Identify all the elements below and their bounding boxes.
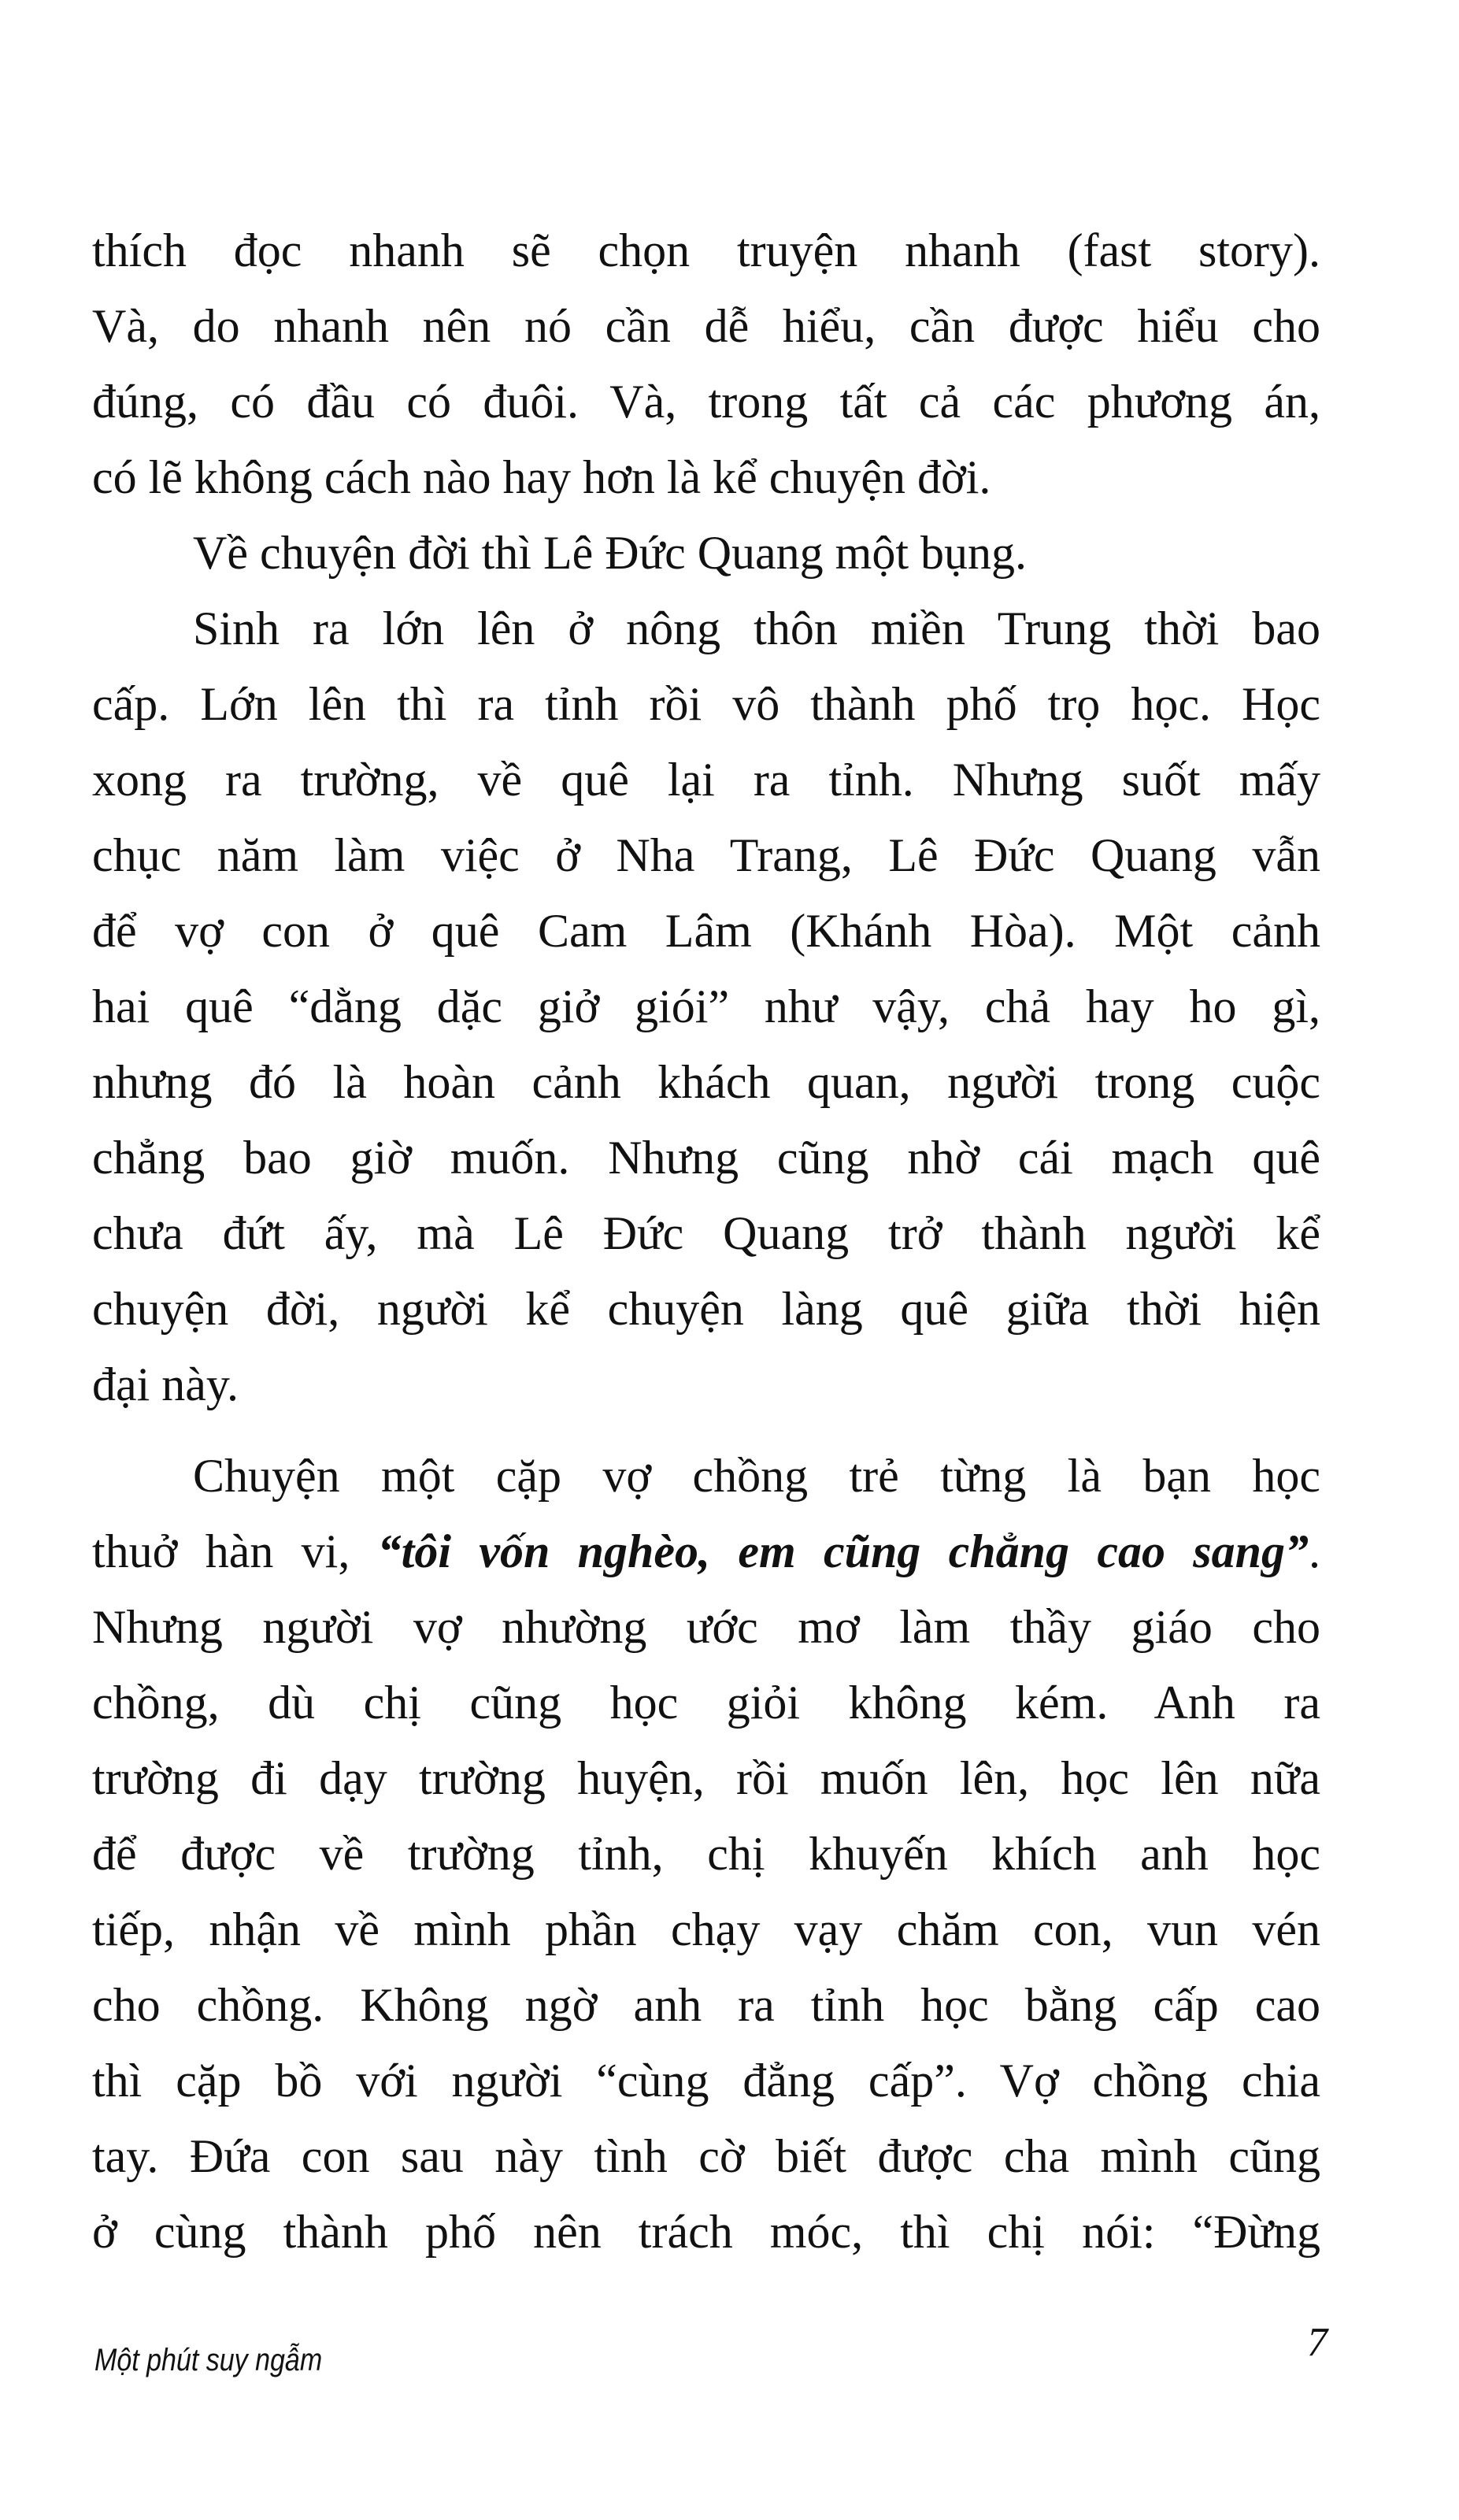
text-line: chuyện đời, người kể chuyện làng quê giữa thời hiện (92, 1283, 1320, 1335)
text-line: nhưng đó là hoàn cảnh khách quan, người trong cuộc (92, 1056, 1320, 1108)
text-line: Về chuyện đời thì Lê Đức Quang một bụng. (193, 527, 1028, 579)
text-segment: . (1309, 1525, 1320, 1577)
text-line: Sinh ra lớn lên ở nông thôn miền Trung thời bao (193, 602, 1320, 654)
text-line: đại này. (92, 1358, 239, 1410)
text-line: đúng, có đầu có đuôi. Và, trong tất cả các phương án, (92, 376, 1320, 428)
text-line: ở cùng thành phố nên trách móc, thì chị nói: “Đừng (92, 2206, 1320, 2258)
text-line: thì cặp bồ với người “cùng đẳng cấp”. Vợ chồng chia (92, 2055, 1320, 2107)
page-body (92, 213, 1320, 2270)
paragraph (92, 1438, 1320, 2270)
paragraph (92, 515, 1320, 591)
text-line: cấp. Lớn lên thì ra tỉnh rồi vô thành phố trọ học. Học (92, 678, 1320, 730)
page-number: 7 (1307, 2320, 1328, 2365)
text-line: để vợ con ở quê Cam Lâm (Khánh Hòa). Một cảnh (92, 905, 1320, 957)
text-line: cho chồng. Không ngờ anh ra tỉnh học bằng cấp cao (92, 1979, 1320, 2031)
paragraph (92, 213, 1320, 515)
text-line: xong ra trường, về quê lại ra tỉnh. Nhưng suốt mấy (92, 754, 1320, 806)
text-line: để được về trường tỉnh, chị khuyến khích anh học (92, 1828, 1320, 1880)
text-line: thích đọc nhanh sẽ chọn truyện nhanh (fast story). (92, 224, 1320, 276)
text-line: chưa đứt ấy, mà Lê Đức Quang trở thành người kể (92, 1207, 1320, 1259)
text-line: Và, do nhanh nên nó cần dễ hiểu, cần được hiểu cho (92, 300, 1320, 352)
text-line (92, 1514, 1320, 1589)
text-line: chục năm làm việc ở Nha Trang, Lê Đức Quang vẫn (92, 829, 1320, 881)
text-line: tay. Đứa con sau này tình cờ biết được cha mình cũng (92, 2130, 1320, 2182)
running-footer-title: Một phút suy ngẫm (94, 2343, 323, 2377)
text-line: Chuyện một cặp vợ chồng trẻ từng là bạn học (193, 1450, 1320, 1502)
text-line: có lẽ không cách nào hay hơn là kể chuyện đời. (92, 451, 991, 503)
text-line: chẳng bao giờ muốn. Nhưng cũng nhờ cái mạch quê (92, 1132, 1320, 1184)
text-line: tiếp, nhận về mình phần chạy vạy chăm con, vun vén (92, 1903, 1320, 1955)
text-line: trường đi dạy trường huyện, rồi muốn lên, học lên nữa (92, 1752, 1320, 1804)
text-line: hai quê “dằng dặc giở giói” như vậy, chả hay ho gì, (92, 980, 1320, 1032)
text-line: chồng, dù chị cũng học giỏi không kém. Anh ra (92, 1677, 1320, 1729)
italic-quote: “tôi vốn nghèo, em cũng chẳng cao sang” (377, 1525, 1309, 1577)
text-line: Nhưng người vợ nhường ước mơ làm thầy giáo cho (92, 1601, 1320, 1653)
text-segment: thuở hàn vi, (92, 1525, 378, 1577)
paragraph (92, 591, 1320, 1422)
